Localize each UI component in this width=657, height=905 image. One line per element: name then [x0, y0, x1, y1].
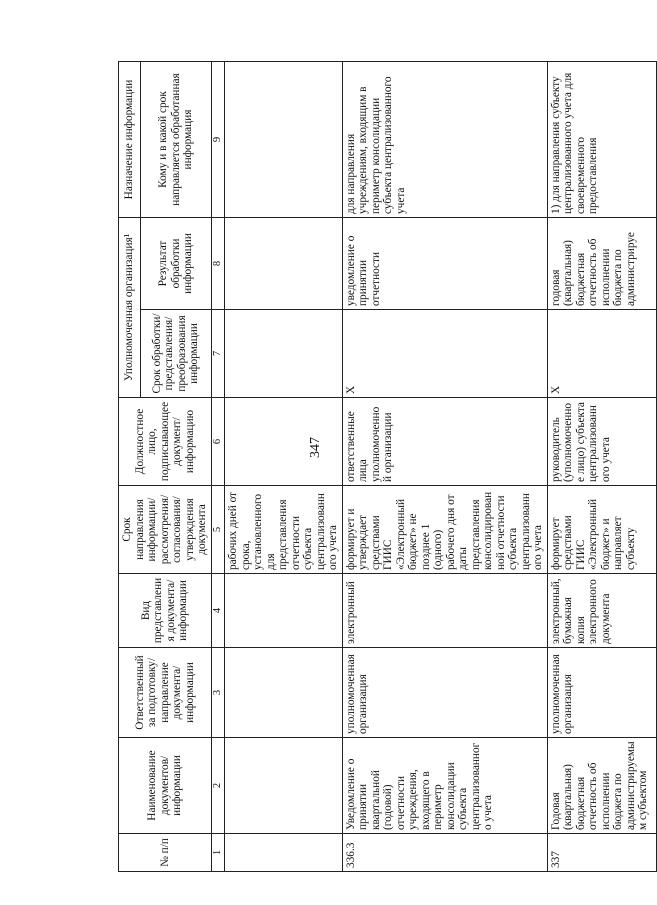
row-deadline: формирует средствами ГИИС «Электронный бюджет» и направляет субъекту	[547, 486, 656, 574]
column-number: 1	[211, 834, 225, 872]
table-row	[342, 62, 547, 872]
page-number: 347	[308, 437, 323, 458]
header-group-authorized: Уполномоченная организация¹	[119, 218, 141, 398]
row-official: руководитель (уполномоченное лицо) субъекта централизованного учета	[547, 398, 656, 486]
row-processing-term: Х	[342, 310, 547, 398]
rotated-table-container	[118, 62, 649, 872]
column-number: 9	[211, 62, 225, 218]
column-number: 2	[211, 738, 225, 834]
row-name: Годовая (квартальная) бюджетная отчетность об исполнении бюджета по администрируемым субъектом	[547, 738, 656, 834]
column-number: 8	[211, 218, 225, 310]
header-processing-result: Результат обработки информации	[141, 218, 211, 310]
row-deadline: формирует и утверждает средствами ГИИС «Электронный бюджет» не позднее 1 (одного) рабочего дня от даты представления консолидированной отчетности субъекта централизованного учета	[342, 486, 547, 574]
header-name: Наименование документов/ информации	[119, 738, 212, 834]
table-row	[547, 62, 656, 872]
row-name: Уведомление о принятии квартальной (годовой) отчетности учреждения, входящего в периметр консолидации субъекта централизованного учета	[342, 738, 547, 834]
row-num: 337	[547, 834, 656, 872]
header-row-1	[119, 62, 141, 872]
row-num: 336.3	[342, 834, 547, 872]
row-responsible: уполномоченная организация	[547, 648, 656, 738]
column-number: 7	[211, 310, 225, 398]
row-processing-result: годовая (квартальная) бюджетная отчетность об исполнении бюджета по администрируе	[547, 218, 656, 310]
header-type: Вид представления документа/ информации	[119, 574, 212, 648]
document-table	[118, 61, 657, 872]
column-number: 4	[211, 574, 225, 648]
row-responsible: уполномоченная организация	[342, 648, 547, 738]
row-processing-result: уведомление о принятии отчетности	[342, 218, 547, 310]
row-type: электронный	[342, 574, 547, 648]
header-official: Должностное лицо, подписывающее документ/ информацию	[119, 398, 212, 486]
row-processing-term: Х	[547, 310, 656, 398]
header-group-purpose: Назначение информации	[119, 62, 141, 218]
table-row-continued	[225, 62, 343, 872]
continued-deadline: рабочих дней от срока, установленного для представления отчетности субъекта централизованного учета	[225, 486, 343, 574]
row-official: ответственные лица уполномоченной организации	[342, 398, 547, 486]
row-type: электронный, бумажная копия электронного документа	[547, 574, 656, 648]
column-number: 6	[211, 398, 225, 486]
column-number: 5	[211, 486, 225, 574]
header-purpose: Кому и в какой срок направляется обработанная информация	[141, 62, 211, 218]
row-purpose: для направления учреждениям, входящим в периметр консолидации субъекта централизованного учета	[342, 62, 547, 218]
header-processing-term: Срок обработки/ представления/ преобразования информации	[141, 310, 211, 398]
header-responsible: Ответственный за подготовку/ направление документа/ информации	[119, 648, 212, 738]
header-deadline: Срок направления информации/ рассмотрения/ согласования/ утверждения документа	[119, 486, 212, 574]
column-numbers-row	[211, 62, 225, 872]
row-purpose: 1) для направления субъекту централизованного учета для своевременного предоставления	[547, 62, 656, 218]
header-num: № п/п	[119, 834, 212, 872]
column-number: 3	[211, 648, 225, 738]
